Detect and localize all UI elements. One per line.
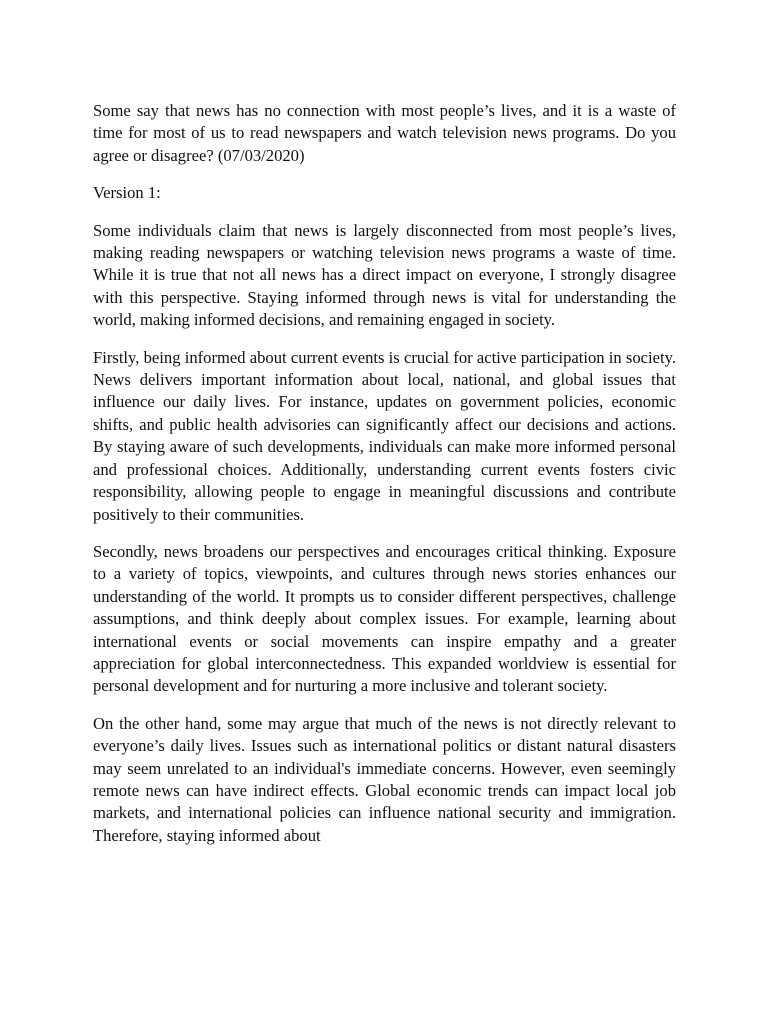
essay-paragraph-introduction: Some individuals claim that news is largely disconnected from most people’s lives, making reading newspapers or watching television news programs a waste of time. While it is true that not all news has a direct impact on everyone, I strongly disagree with this perspective. Staying informed through news is vital for understanding the world, making informed decisions, and remaining engaged in society. — [93, 220, 676, 330]
essay-prompt: Some say that news has no connection with most people’s lives, and it is a waste of time for most of us to read newspapers and watch television news programs. Do you agree or disagree? (07/03/2020) — [93, 101, 676, 165]
document-page — [93, 100, 676, 862]
essay-paragraph-body-2: Secondly, news broadens our perspectives and encourages critical thinking. Exposure to a variety of topics, viewpoints, and cultures through news stories enhances our understanding of the world. It prompts us to consider different perspectives, challenge assumptions, and think deeply about complex issues. For example, learning about international events or social movements can inspire empathy and a greater appreciation for global interconnectedness. This expanded worldview is essential for personal development and for nurturing a more inclusive and tolerant society. — [93, 541, 676, 696]
essay-paragraph-counterargument: On the other hand, some may argue that much of the news is not directly relevant to everyone’s daily lives. Issues such as international politics or distant natural disasters may seem unrelated to an individual's immediate concerns. However, even seemingly remote news can have indirect effects. Global economic trends can impact local job markets, and international policies can influence national security and immigration. Therefore, staying informed about — [93, 713, 676, 845]
version-label: Version 1: — [93, 183, 161, 203]
essay-paragraph-body-1: Firstly, being informed about current events is crucial for active participation in society. News delivers important information about local, national, and global issues that influence our daily lives. For instance, updates on government policies, economic shifts, and public health advisories can significantly affect our decisions and actions. By staying aware of such developments, individuals can make more informed personal and professional choices. Additionally, understanding current events fosters civic responsibility, allowing people to engage in meaningful discussions and contribute positively to their communities. — [93, 347, 676, 524]
